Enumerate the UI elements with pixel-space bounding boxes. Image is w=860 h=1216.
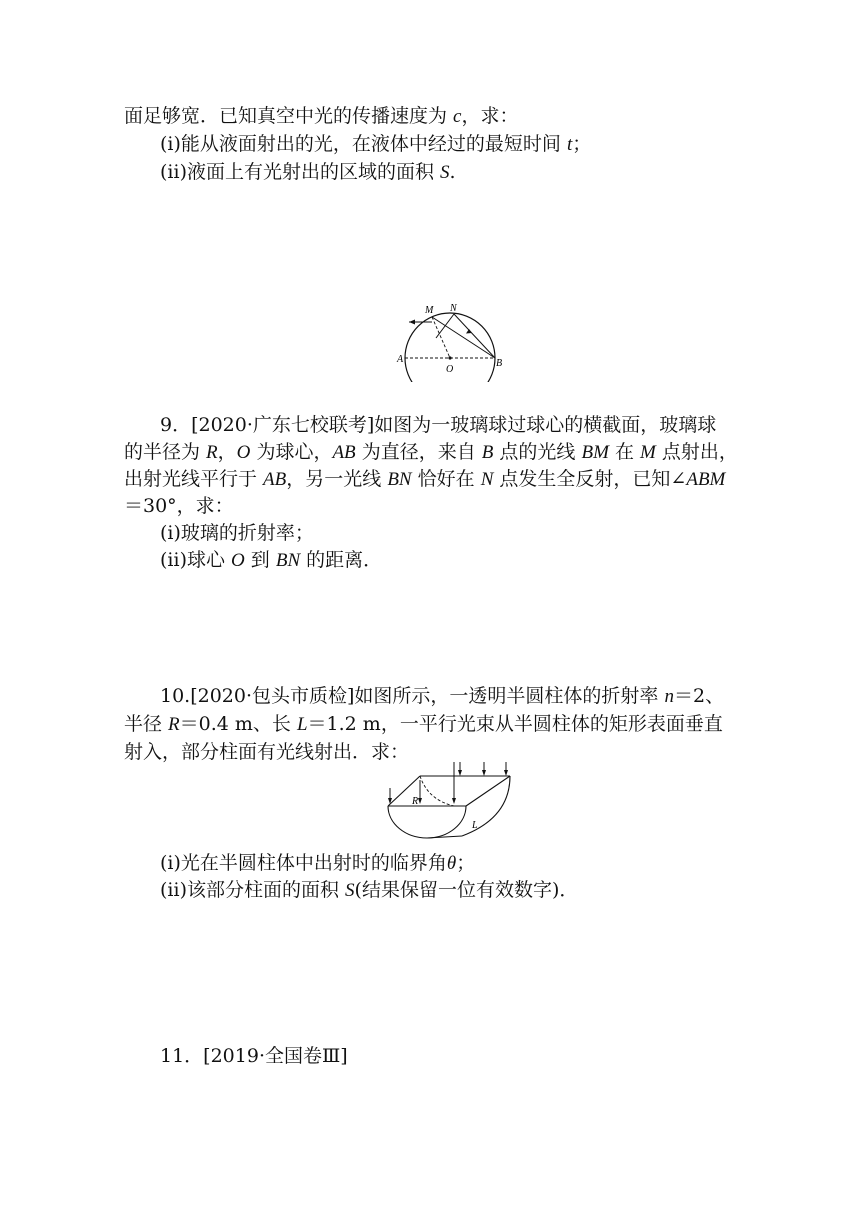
text: ，求： xyxy=(461,105,519,127)
text: 点的光线 xyxy=(493,441,582,463)
q9-sub1 xyxy=(160,520,314,546)
q9-line3 xyxy=(124,466,725,493)
q10-sub1 xyxy=(160,850,475,877)
arrow-icon xyxy=(452,798,456,804)
text: ＝0.4 m、长 xyxy=(179,713,297,735)
text: 半径 xyxy=(124,713,169,735)
q9-sub2 xyxy=(160,547,382,574)
var-s: S xyxy=(440,162,450,183)
label-a: A xyxy=(397,354,404,365)
text: ； xyxy=(572,133,592,155)
text: 为球心， xyxy=(250,441,333,463)
label-r: R xyxy=(412,796,419,807)
q8-sub1 xyxy=(160,131,591,158)
text: 出射光线平行于 xyxy=(124,468,264,490)
half-cylinder-diagram xyxy=(384,760,520,842)
var: B xyxy=(481,442,494,463)
var: BN xyxy=(387,469,412,490)
bottom-edge xyxy=(427,836,462,838)
text: ； xyxy=(456,852,476,874)
var: AB xyxy=(332,442,356,463)
front-semicircle xyxy=(388,806,466,838)
var: S xyxy=(345,880,355,901)
q10-line2 xyxy=(124,711,723,738)
text: 恰好在 xyxy=(411,468,481,490)
text: . xyxy=(449,161,456,183)
arrow-icon xyxy=(409,320,415,325)
label-o: O xyxy=(446,364,454,375)
arrow-icon xyxy=(418,798,422,804)
text: 的半径为 xyxy=(124,441,207,463)
top-right-edge xyxy=(466,776,510,806)
var: R xyxy=(168,714,180,735)
text: 9．[2020·广东七校联考]如图为一玻璃球过球心的横截面，玻璃球 xyxy=(160,414,717,436)
q10-sub2 xyxy=(160,877,578,904)
q9-line2 xyxy=(124,439,738,466)
q8-text-line xyxy=(124,103,519,130)
q10-line3 xyxy=(124,739,409,765)
text: 到 xyxy=(244,549,276,571)
arrow-icon xyxy=(458,770,462,776)
q9-line1 xyxy=(160,412,716,438)
reflected-ray xyxy=(436,314,454,338)
var: BN xyxy=(275,550,301,571)
text: ， xyxy=(217,441,237,463)
text: (ⅰ)光在半圆柱体中出射时的临界角 xyxy=(160,852,447,874)
text: ＝30°，求： xyxy=(124,495,234,517)
text: (ⅰ)能从液面射出的光，在液体中经过的最短时间 xyxy=(160,133,567,155)
text: (ⅱ)液面上有光射出的区域的面积 xyxy=(160,161,441,183)
text: (ⅰ)玻璃的折射率； xyxy=(160,522,314,544)
var: θ xyxy=(446,853,457,874)
text: 11．[2019·全国卷Ⅲ] xyxy=(160,1045,348,1067)
text: 射入，部分柱面有光线射出．求： xyxy=(124,741,410,763)
text: ＝1.2 m，一平行光束从半圆柱体的矩形表面垂直 xyxy=(307,713,723,735)
text: 的距离． xyxy=(300,549,383,571)
var: N xyxy=(480,469,494,490)
text: 10.[2020·包头市质检]如图所示，一透明半圆柱体的折射率 xyxy=(160,685,665,707)
var: O xyxy=(236,442,251,463)
var: O xyxy=(231,550,245,571)
text: 点射出， xyxy=(655,441,738,463)
text: ，另一光线 xyxy=(286,468,388,490)
back-curve xyxy=(462,776,510,836)
arrow-icon xyxy=(504,770,508,776)
var: AB xyxy=(263,469,287,490)
arrow-icon xyxy=(482,770,486,776)
var: L xyxy=(296,714,308,735)
q10-line1 xyxy=(160,683,724,710)
glass-sphere-diagram xyxy=(392,296,512,382)
var-c: c xyxy=(453,106,462,127)
var: n xyxy=(664,686,674,707)
q9-line4 xyxy=(124,493,234,519)
q11-heading xyxy=(160,1043,348,1069)
label-m: M xyxy=(425,305,434,316)
text: 面足够宽．已知真空中光的传播速度为 xyxy=(124,105,454,127)
var: ABM xyxy=(686,469,726,490)
var: R xyxy=(206,442,218,463)
text: 在 xyxy=(608,441,640,463)
text: 点发生全反射，已知∠ xyxy=(493,468,687,490)
label-l: L xyxy=(472,820,478,831)
hidden-curve xyxy=(420,776,454,806)
text: 为直径，来自 xyxy=(355,441,482,463)
arrow-icon xyxy=(466,329,472,334)
q8-sub2 xyxy=(160,159,456,186)
text: ＝2、 xyxy=(673,685,725,707)
label-b: B xyxy=(496,358,503,369)
text: (ⅱ)该部分柱面的面积 xyxy=(160,879,346,901)
text: (结果保留一位有效数字)． xyxy=(354,879,579,901)
var-t: t xyxy=(566,134,573,155)
var: M xyxy=(640,442,656,463)
text: (ⅱ)球心 xyxy=(160,549,232,571)
var: BM xyxy=(581,442,609,463)
label-n: N xyxy=(450,303,457,314)
